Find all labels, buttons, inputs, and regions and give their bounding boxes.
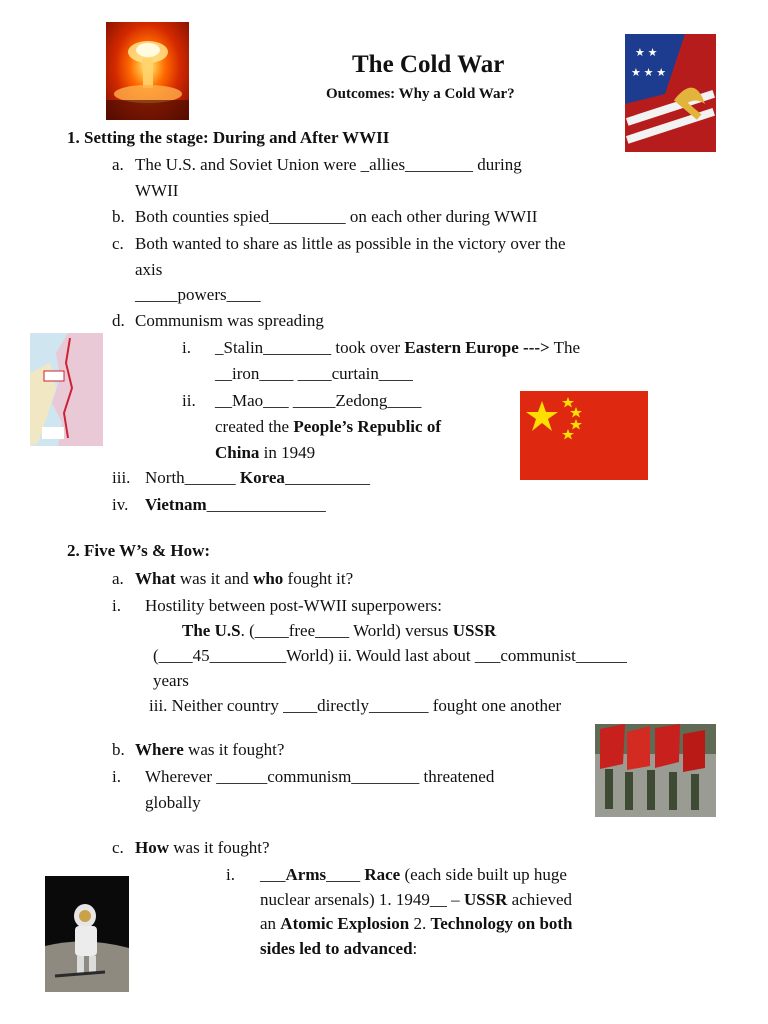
- list-marker: iii.: [112, 468, 131, 487]
- item-2a-i-line1: Hostility between post-WWII superpowers:: [145, 596, 442, 615]
- item-1c-line1: Both wanted to share as little as possible in the victory over the: [135, 234, 566, 253]
- list-marker: ii.: [182, 391, 196, 410]
- page-subtitle: Outcomes: Why a Cold War?: [326, 86, 515, 102]
- section-2-heading: 2. Five W’s & How:: [67, 541, 211, 560]
- astronaut-moon-image: [45, 876, 129, 992]
- page-title: The Cold War: [352, 51, 505, 78]
- item-2b: Where was it fought?: [135, 740, 285, 759]
- svg-text:★ ★ ★: ★ ★ ★: [631, 67, 667, 79]
- list-marker: i.: [182, 338, 191, 357]
- item-2c-i-line1: ___Arms____ Race (each side built up huge: [260, 865, 567, 884]
- item-2a-i-line2: The U.S. (____free____ World) versus USSR: [182, 621, 497, 640]
- item-1d-i-line2: __iron____ ____curtain____: [215, 364, 413, 383]
- item-1d-i-line1: _Stalin________ took over Eastern Europe ---> The: [215, 338, 581, 357]
- item-1d-ii-line2: created the People’s Republic of: [215, 417, 441, 436]
- item-1d: Communism was spreading: [135, 311, 324, 330]
- item-2a-i-line5: iii. Neither country ____directly_______ fought one another: [149, 696, 562, 715]
- item-2c-i-line3: an Atomic Explosion 2. Technology on both: [260, 914, 573, 933]
- item-2c-i-line4: sides led to advanced:: [260, 939, 418, 958]
- item-2c-i-line2: nuclear arsenals) 1. 1949__ – USSR achieved: [260, 890, 573, 909]
- list-marker: iv.: [112, 495, 129, 514]
- list-marker: b.: [112, 740, 125, 759]
- item-1d-ii-line3: China in 1949: [215, 443, 316, 462]
- item-1a-line1: The U.S. and Soviet Union were _allies________ during: [135, 155, 522, 174]
- mushroom-cloud-image: [106, 22, 189, 120]
- item-1c-line2: axis: [135, 260, 163, 279]
- list-marker: c.: [112, 838, 124, 857]
- list-marker: i.: [112, 596, 121, 615]
- china-flag-image: [520, 391, 648, 480]
- list-marker: b.: [112, 207, 125, 226]
- svg-text:★ ★: ★ ★: [635, 47, 658, 59]
- item-2b-i-line2: globally: [145, 793, 201, 812]
- section-1-heading: 1. Setting the stage: During and After WWII: [67, 128, 390, 147]
- item-1d-iii: North______ Korea__________: [145, 468, 370, 487]
- item-1b: Both counties spied_________ on each other during WWII: [135, 207, 538, 226]
- soldiers-parade-image: [595, 724, 716, 817]
- item-2b-i-line1: Wherever ______communism________ threatened: [145, 767, 495, 786]
- item-2a: What was it and who fought it?: [135, 569, 354, 588]
- item-2c: How was it fought?: [135, 838, 270, 857]
- item-1d-ii-line1: __Mao___ _____Zedong____: [215, 391, 422, 410]
- item-1a-line2: WWII: [135, 181, 179, 200]
- iron-curtain-map-image: [30, 333, 103, 446]
- item-1d-iv: Vietnam______________: [145, 495, 326, 514]
- list-marker: a.: [112, 155, 124, 174]
- list-marker: i.: [112, 767, 121, 786]
- list-marker: a.: [112, 569, 124, 588]
- list-marker: d.: [112, 311, 125, 330]
- list-marker: c.: [112, 234, 124, 253]
- us-ussr-flag-image: [625, 34, 716, 152]
- list-marker: i.: [226, 865, 235, 884]
- item-2a-i-line4: years: [153, 671, 189, 690]
- item-2a-i-line3: (____45_________World) ii. Would last about ___communist______: [153, 646, 627, 665]
- item-1c-line3: _____powers____: [135, 285, 261, 304]
